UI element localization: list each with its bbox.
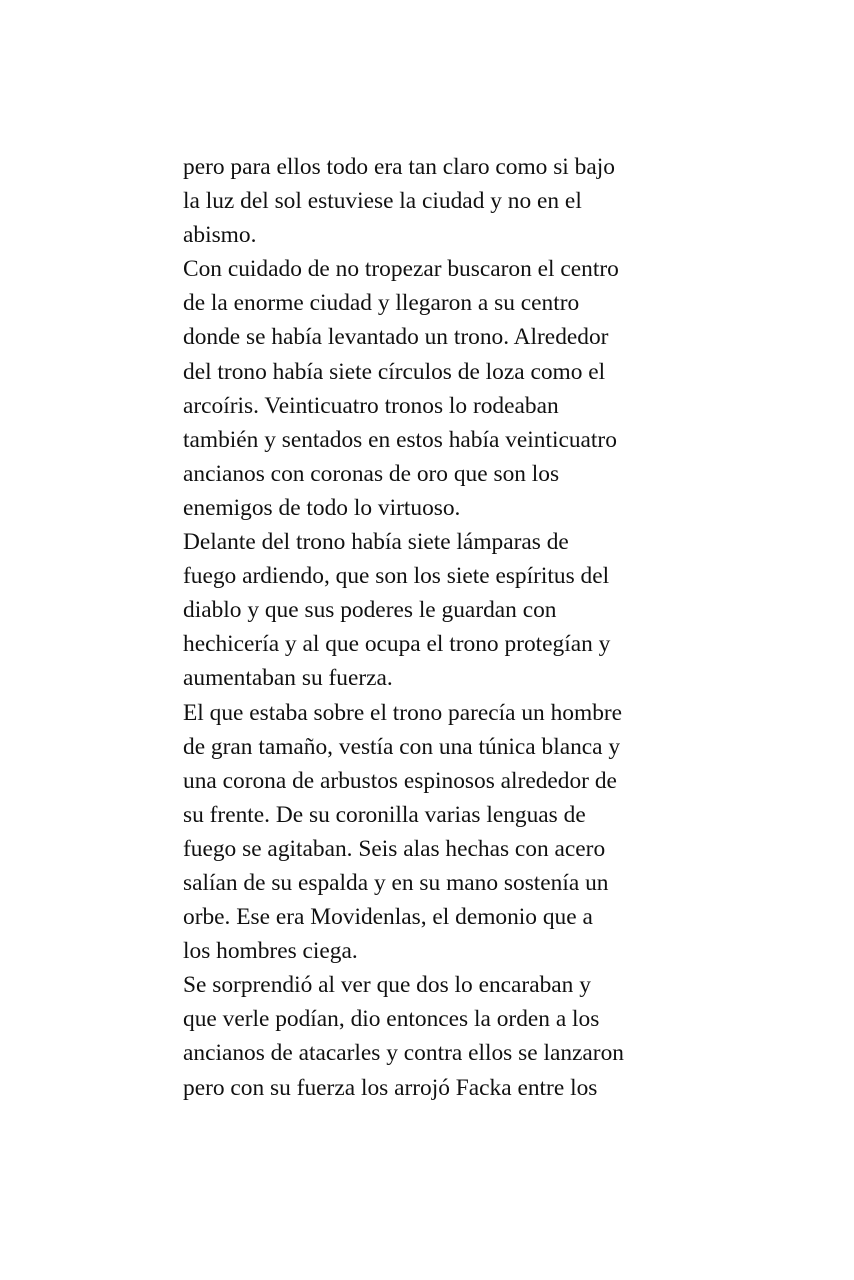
text-line: los hombres ciega.	[183, 938, 358, 965]
text-line: diablo y que sus poderes le guardan con	[183, 597, 557, 624]
text-line: fuego se agitaban. Seis alas hechas con acero	[183, 835, 606, 862]
text-line: la luz del sol estuviese la ciudad y no en el	[183, 188, 582, 215]
text-line: Delante del trono había siete lámparas de	[183, 529, 569, 556]
text-line: del trono había siete círculos de loza como el	[183, 358, 606, 385]
text-line: ancianos de atacarles y contra ellos se lanzaron	[183, 1040, 624, 1067]
text-line: fuego ardiendo, que son los siete espíritus del	[183, 563, 610, 590]
text-line: pero con su fuerza los arrojó Facka entre los	[183, 1074, 598, 1101]
text-line: pero para ellos todo era tan claro como si bajo	[183, 154, 615, 180]
text-line: enemigos de todo lo virtuoso.	[183, 494, 461, 521]
text-line: también y sentados en estos había veinticuatro	[183, 426, 617, 453]
text-line: hechicería y al que ocupa el trono protegían y	[183, 631, 611, 658]
text-line: El que estaba sobre el trono parecía un hombre	[183, 699, 623, 726]
text-line: Con cuidado de no tropezar buscaron el centro	[183, 256, 619, 283]
text-line: su frente. De su coronilla varias lenguas de	[183, 801, 586, 828]
text-line: ancianos con coronas de oro que son los	[183, 460, 560, 487]
text-line: de la enorme ciudad y llegaron a su centro	[183, 290, 580, 317]
text-line: aumentaban su fuerza.	[183, 665, 393, 692]
text-line: abismo.	[183, 222, 257, 249]
text-line: Se sorprendió al ver que dos lo encaraban y	[183, 972, 591, 999]
text-line: salían de su espalda y en su mano sostenía un	[183, 869, 609, 896]
text-line: de gran tamaño, vestía con una túnica blanca y	[183, 733, 621, 760]
text-line: una corona de arbustos espinosos alrededor de	[183, 767, 617, 794]
text-line: arcoíris. Veinticuatro tronos lo rodeaban	[183, 392, 559, 419]
text-line: donde se había levantado un trono. Alrededor	[183, 324, 609, 351]
body-text	[183, 150, 683, 1105]
text-line: que verle podían, dio entonces la orden a los	[183, 1006, 600, 1033]
text-line: orbe. Ese era Movidenlas, el demonio que a	[183, 904, 593, 931]
